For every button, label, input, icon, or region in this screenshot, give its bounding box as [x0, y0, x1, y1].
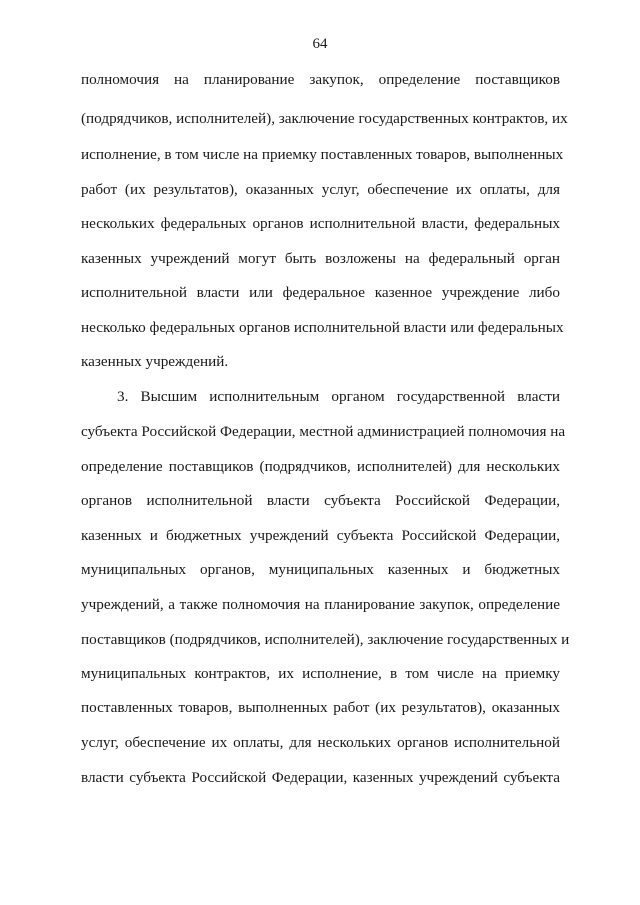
- page-number: 64: [312, 36, 328, 52]
- paragraph-2-line-8: поставщиков (подрядчиков, исполнителей), заключение государственных и: [81, 631, 570, 648]
- paragraph-1-line-6: казенных учреждений могут быть возложены на федеральный орган: [81, 250, 560, 267]
- paragraph-2-line-7: учреждений, а также полномочия на планирование закупок, определение: [81, 596, 560, 613]
- paragraph-1-line-5: нескольких федеральных органов исполнительной власти, федеральных: [81, 215, 560, 232]
- paragraph-2-line-10: поставленных товаров, выполненных работ (их результатов), оказанных: [81, 699, 560, 716]
- paragraph-2-line-11: услуг, обеспечение их оплаты, для нескольких органов исполнительной: [81, 734, 560, 751]
- paragraph-2-line-12: власти субъекта Российской Федерации, казенных учреждений субъекта: [81, 769, 560, 786]
- paragraph-1-line-7: исполнительной власти или федеральное казенное учреждение либо: [81, 284, 560, 301]
- paragraph-1-line-3: исполнение, в том числе на приемку поставленных товаров, выполненных: [81, 146, 564, 163]
- paragraph-2-line-2: субъекта Российской Федерации, местной администрацией полномочия на: [81, 423, 566, 440]
- paragraph-1-line-2: (подрядчиков, исполнителей), заключение государственных контрактов, их: [81, 110, 568, 127]
- paragraph-1-line-4: работ (их результатов), оказанных услуг, обеспечение их оплаты, для: [81, 181, 560, 198]
- paragraph-2-line-5: казенных и бюджетных учреждений субъекта Российской Федерации,: [81, 527, 560, 544]
- paragraph-2-line-4: органов исполнительной власти субъекта Российской Федерации,: [81, 492, 560, 509]
- paragraph-1-line-9: казенных учреждений.: [81, 353, 229, 370]
- paragraph-2-line-1: 3. Высшим исполнительным органом государственной власти: [117, 388, 560, 405]
- paragraph-2-line-6: муниципальных органов, муниципальных казенных и бюджетных: [81, 561, 560, 578]
- paragraph-1-line-1: полномочия на планирование закупок, определение поставщиков: [81, 71, 560, 88]
- paragraph-2-line-3: определение поставщиков (подрядчиков, исполнителей) для нескольких: [81, 458, 560, 475]
- paragraph-1-line-8: несколько федеральных органов исполнительной власти или федеральных: [81, 319, 564, 336]
- paragraph-2-line-9: муниципальных контрактов, их исполнение, в том числе на приемку: [81, 665, 560, 682]
